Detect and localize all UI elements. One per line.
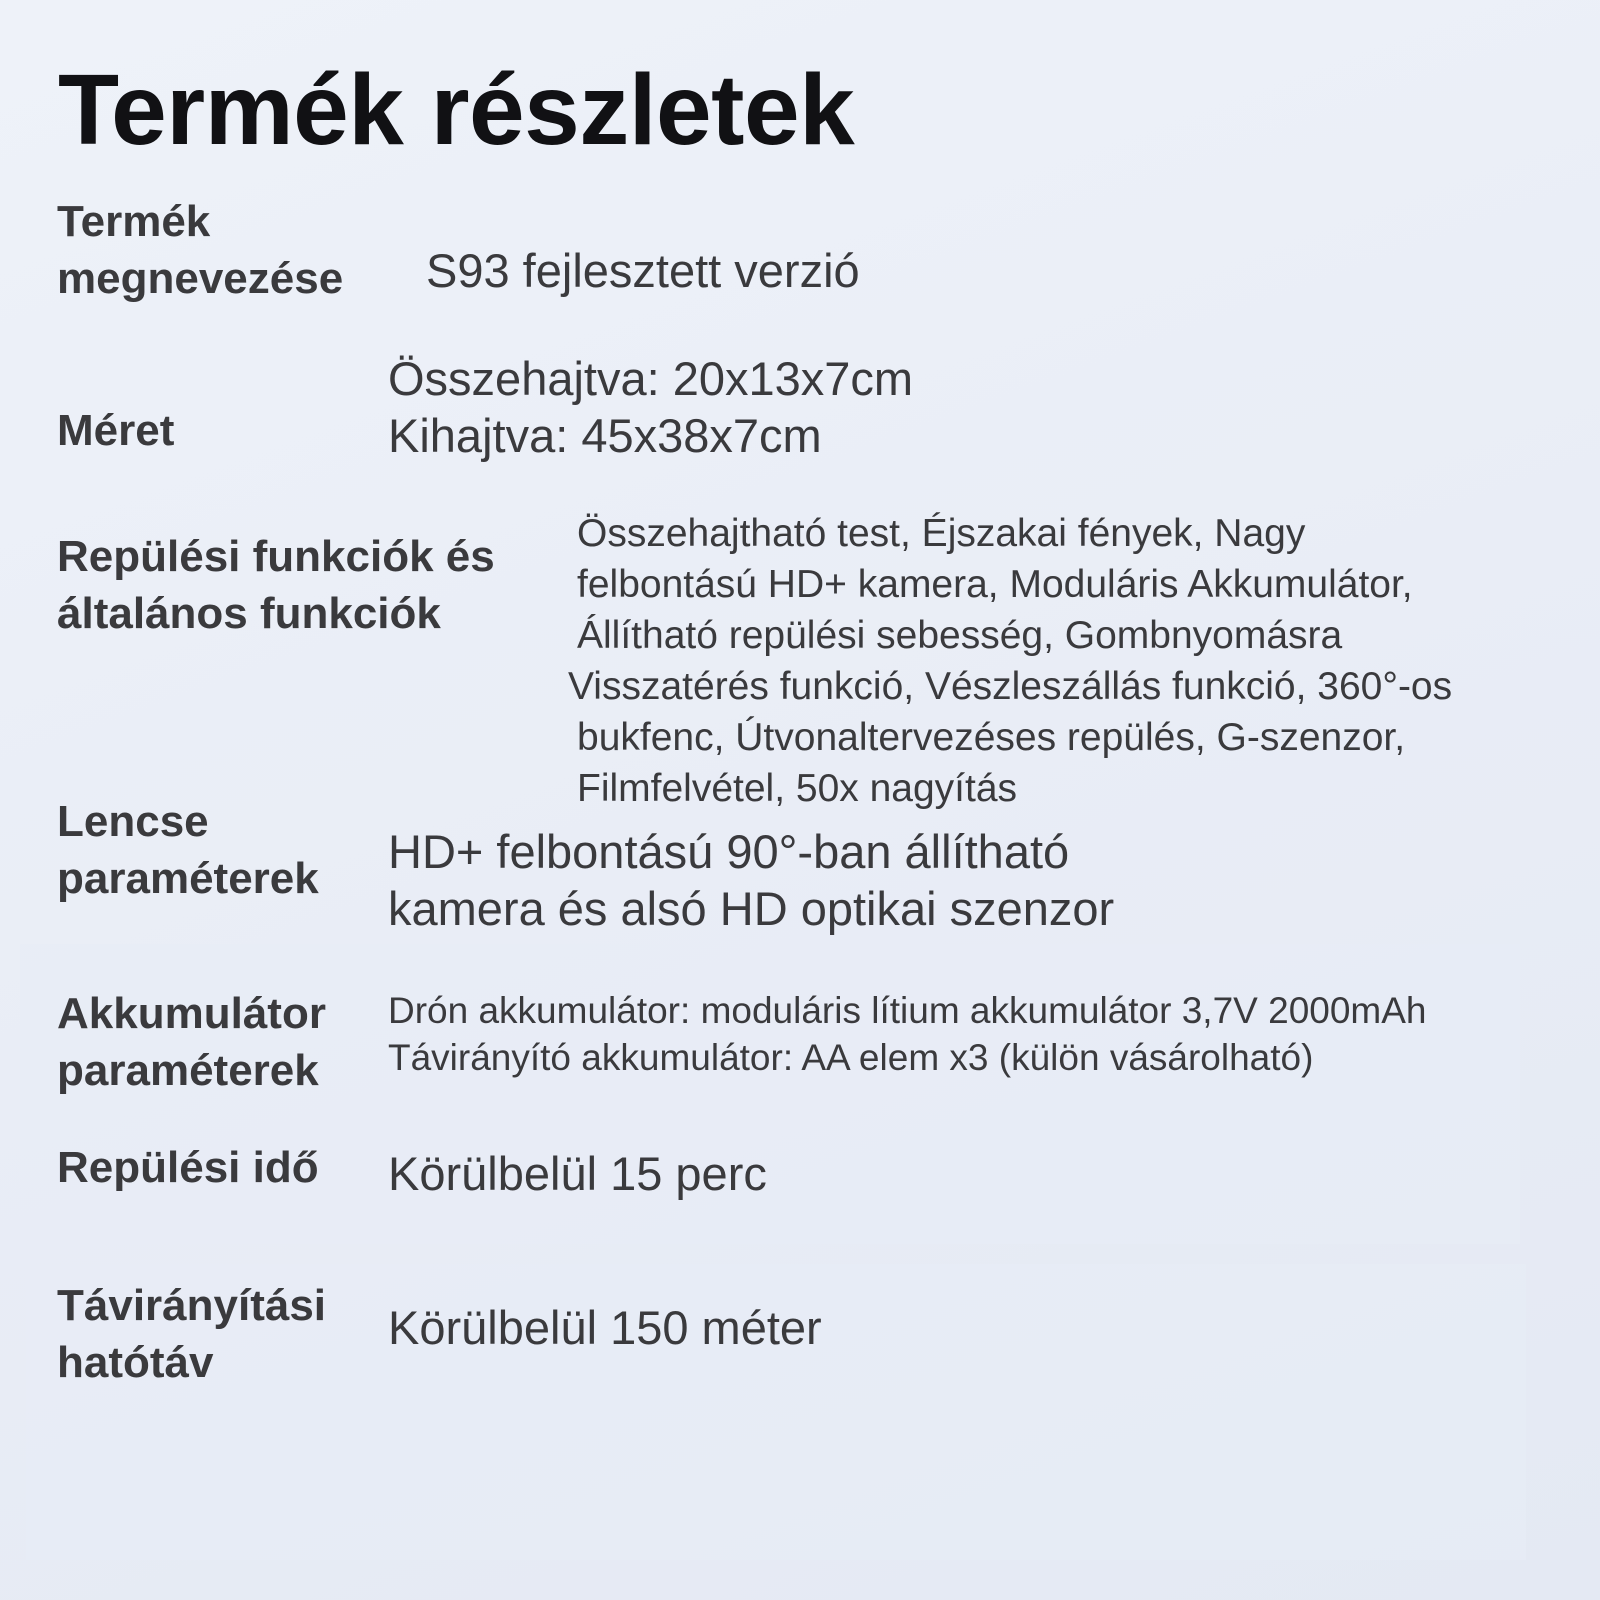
value-line: Állítható repülési sebesség, Gombnyomásra (577, 614, 1343, 657)
label-line: Akkumulátor (57, 989, 326, 1038)
value-line: bukfenc, Útvonaltervezéses repülés, G-szenzor, (577, 716, 1406, 759)
label-line: hatótáv (57, 1338, 214, 1387)
value-line: felbontású HD+ kamera, Moduláris Akkumulátor, (577, 563, 1413, 606)
spec-label-flight-time (57, 1139, 319, 1196)
value-line: Visszatérés funkció, Vészleszállás funkció, 360°-os (568, 665, 1453, 708)
value-line: Távirányító akkumulátor: AA elem x3 (külön vásárolható) (388, 1037, 1314, 1078)
value-line: Összehajtva: 20x13x7cm (388, 352, 914, 405)
label-line: Lencse (57, 797, 209, 846)
spec-label-product-name (57, 193, 343, 307)
label-line: Termék (57, 197, 211, 246)
page-title: Termék részletek (58, 54, 855, 166)
label-line: paraméterek (57, 1046, 319, 1095)
spec-value-size (388, 350, 913, 464)
spec-label-remote-range (57, 1277, 326, 1391)
value-line: Körülbelül 150 méter (388, 1301, 822, 1354)
label-line: megnevezése (57, 254, 344, 303)
value-line: Filmfelvétel, 50x nagyítás (577, 767, 1018, 810)
spec-value-flight-time (388, 1145, 767, 1202)
spec-value-remote-range (388, 1299, 822, 1356)
label-line: Méret (57, 406, 175, 455)
label-line: Repülési idő (57, 1143, 319, 1192)
spec-label-size (57, 402, 174, 459)
value-line: HD+ felbontású 90°-ban állítható (388, 825, 1070, 878)
spec-label-battery (57, 985, 326, 1099)
value-line: kamera és alsó HD optikai szenzor (388, 882, 1115, 935)
value-line: Körülbelül 15 perc (388, 1147, 767, 1200)
value-line: Drón akkumulátor: moduláris lítium akkumulátor 3,7V 2000mAh (388, 990, 1427, 1031)
spec-value-battery (388, 987, 1427, 1081)
spec-value-product-name (426, 242, 860, 299)
spec-label-flight-functions (57, 528, 495, 642)
spec-value-flight-functions (568, 508, 1453, 814)
value-line: Kihajtva: 45x38x7cm (388, 409, 822, 462)
label-line: általános funkciók (57, 589, 441, 638)
label-line: Repülési funkciók és (57, 532, 495, 581)
value-line: Összehajtható test, Éjszakai fények, Nagy (577, 512, 1306, 555)
label-line: paraméterek (57, 854, 319, 903)
spec-value-lens (388, 823, 1114, 937)
spec-label-lens (57, 793, 319, 907)
value-line: S93 fejlesztett verzió (426, 244, 860, 297)
label-line: Távirányítási (57, 1281, 327, 1330)
